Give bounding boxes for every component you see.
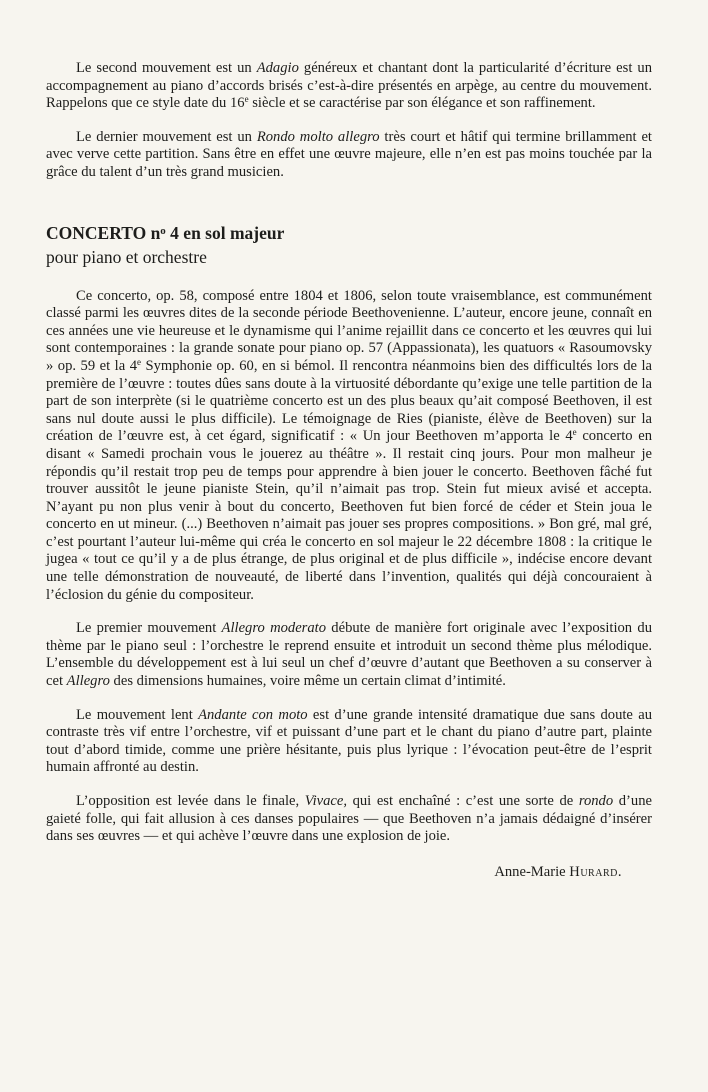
text-run: généreux et chantant dont la particularité d’écriture est un accompagnement au piano d’accords brisés c’est-à-dire présentés en arpège, au centre du mouvement. Rappelons que ce style date du 16 [46,60,652,112]
text-run: Le dernier mouvement est un [76,128,257,145]
title-run: 4 en sol majeur [165,222,285,243]
section-subtitle: pour piano et orchestre [46,246,207,267]
text-run: qui est enchaîné : c’est une sorte de [347,793,579,809]
body-paragraph-2 [46,620,652,690]
text-run: siècle et se caractérise par son élégance et son raffinement. [248,95,596,112]
text-run: Symphonie op. 60, en si bémol. Il rencontra néanmoins bien des difficultés lors de la première de l’œuvre : toutes dûes sans doute à la virtuosité débordante qu’exige une telle partition de la part de son interprète (si le quatrième concerto est un des plus beaux qu’ait composé Beethoven, il est sans nul doute aussi le plus difficile). Le témoignage de Ries (pianiste, élève de Beethoven) sur la création de l’œuvre est, à cet égard, significatif : « Un jour Beethoven m’apporta le 4 [46,357,652,445]
document-page [46,60,652,881]
text-run: des dimensions humaines, voire même un certain climat d’intimité. [109,673,506,690]
body-paragraph-3 [46,707,652,777]
author-last-name: Hurard. [569,863,622,880]
superscript: o [160,224,166,237]
text-run: Le mouvement lent [76,706,199,723]
intro-paragraph-2 [46,129,652,182]
body-paragraph-1 [46,288,652,605]
tempo-marking: Adagio [256,60,299,76]
tempo-marking: Rondo molto allegro [256,128,380,145]
text-run: L’opposition est levée dans le finale, [76,793,305,809]
superscript: e [572,427,577,438]
section-title [46,220,652,244]
superscript: e [244,94,249,105]
tempo-marking: Vivace, [304,793,347,809]
text-run: très court et hâtif qui termine brillamment et avec verve cette partition. Sans être en effet une œuvre majeure, elle n’en est pas moins touchée par la grâce du talent d’un très grand musicien. [46,128,652,180]
intro-paragraph-1 [46,60,652,113]
body-paragraph-4 [46,793,652,846]
tempo-marking: Andante con moto [198,706,308,723]
text-run: est d’une grande intensité dramatique due sans doute au contraste très vif entre l’orchestre, vif et puissant d’une part et le chant du piano d’autre part, plainte tout d’abord timide, comme une prière hésitante, puis plus lyrique : l’évocation peut-être de l’esprit humain affronté au destin. [46,706,652,776]
text-run: concerto en disant « Samedi prochain vous le jouerez au théâtre ». Il restait cinq jours. Pour mon malheur je répondis qu’il restait trop peu de temps pour apprendre à bien jouer le concerto. Beethoven fâché fut trouver aussitôt le jeune pianiste Stein, qu’il n’aimait pas trop. Stein fut mieux avisé et accepta. N’ayant pu non plus venir à bout du concerto, Beethoven fut bien forcé de céder et Stein joua le concerto en ut mineur. (...) Beethoven n’aimait pas jouer ses propres compositions. » Bon gré, mal gré, c’est pourtant l’auteur lui-même qui créa le concerto en sol majeur le 22 décembre 1808 : la critique le jugea « tout ce qu’il y a de plus étrange, de plus original et de plus difficile », indécise encore devant une telle démonstration de nouveauté, de liberté dans l’invention, qualités qui déjà concouraient à l’éclosion du génie du compositeur. [46,428,652,603]
text-run: d’une gaieté folle, qui fait allusion à ces danses populaires — que Beethoven n’a jamais dédaigné d’insérer dans ses œuvres — et qui achève l’œuvre dans une explosion de joie. [46,793,652,845]
author-signature [46,864,652,881]
text-run: Le second mouvement est un [76,60,257,76]
author-first-name: Anne-Marie [494,863,570,880]
text-run: Le premier mouvement [76,620,222,637]
title-run: CONCERTO n [46,222,161,243]
text-run: Ce concerto, op. 58, composé entre 1804 et 1806, selon toute vraisemblance, est communément classé parmi les œuvres dites de la seconde période Beethovenienne. L’auteur, encore jeune, connaît en ces années une vie heureuse et le dynamisme qui l’anime rejaillit dans ce concerto et les œuvres qui lui sont contemporaines : la grande sonate pour piano op. 57 (Appassionata), les quatuors « Rasoumovsky » op. 59 et la 4 [46,287,652,374]
tempo-marking: rondo [578,793,614,809]
tempo-marking: Allegro [66,673,110,690]
text-run: débute de manière fort originale avec l’exposition du thème par le piano seul : l’orchestre le reprend ensuite et introduit un second thème plus mélodique. L’ensemble du développement est à lui seul un chef d’œuvre d’autant que Beethoven a su conserver à cet [46,620,652,690]
tempo-marking: Allegro moderato [221,620,327,637]
superscript: e [137,356,141,367]
